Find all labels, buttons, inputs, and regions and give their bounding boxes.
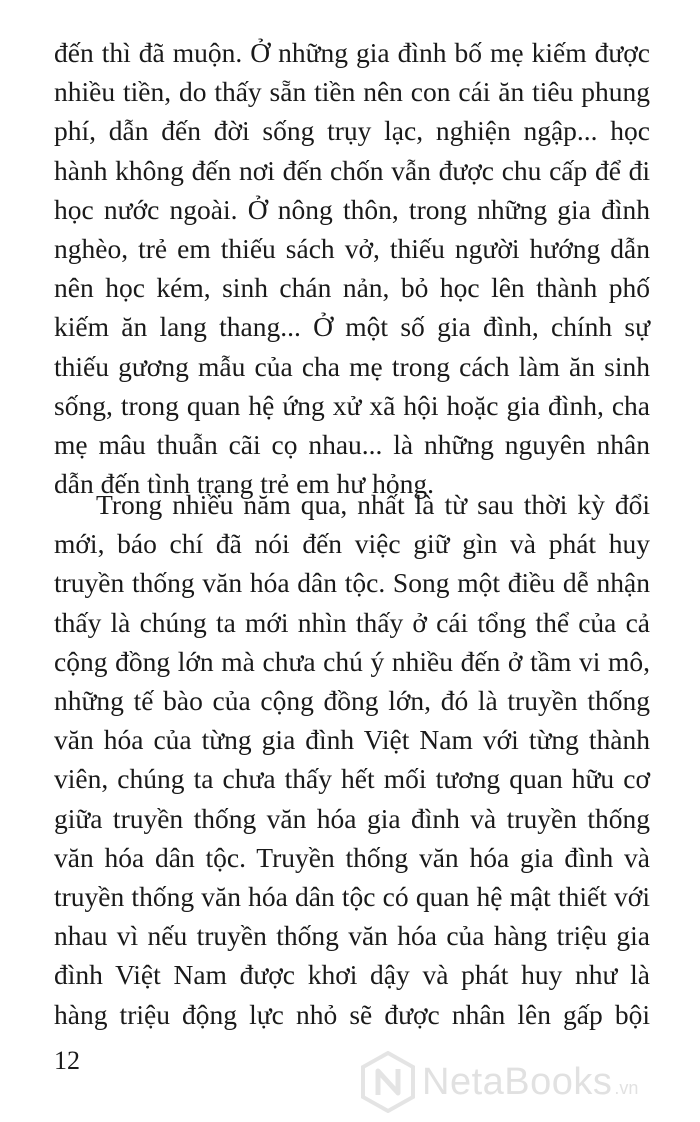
paragraph-1: đến thì đã muộn. Ở những gia đình bố mẹ kiếm được nhiều tiền, do thấy sẵn tiền nên con cái ăn tiêu phung phí, dẫn đến đời sống trụy lạc, nghiện ngập... học hành không đến nơi đến chốn vẫn được chu cấp để đi học nước ngoài. Ở nông thôn, trong những gia đình nghèo, trẻ em thiếu sách vở, thiếu người hướng dẫn nên học kém, sinh chán nản, bỏ học lên thành phố kiếm ăn lang thang... Ở một số gia đình, chính sự thiếu gương mẫu của cha mẹ trong cách làm ăn sinh sống, trong quan hệ ứng xử xã hội hoặc gia đình, cha mẹ mâu thuẫn cãi cọ nhau... là những nguyên nhân dẫn đến tình trạng trẻ em hư hỏng. [54, 37, 650, 500]
watermark [360, 1042, 638, 1122]
watermark-domain: .vn [614, 1077, 639, 1098]
page-number: 12 [54, 1046, 80, 1075]
watermark-brand: NetaBooks [422, 1060, 613, 1103]
netabooks-logo-icon [360, 1051, 416, 1113]
paragraph-2: Trong nhiều năm qua, nhất là từ sau thời kỳ đổi mới, báo chí đã nói đến việc giữ gìn và phát huy truyền thống văn hóa dân tộc. Song một điều dễ nhận thấy là chúng ta mới nhìn thấy ở cái tổng thể của cả cộng đồng lớn mà chưa chú ý nhiều đến ở tầm vi mô, những tế bào của cộng đồng lớn, đó là truyền thống văn hóa của từng gia đình Việt Nam với từng thành viên, chúng ta chưa thấy hết mối tương quan hữu cơ giữa truyền thống văn hóa gia đình và truyền thống văn hóa dân tộc. Truyền thống văn hóa gia đình và truyền thống văn hóa dân tộc có quan hệ mật thiết với nhau vì nếu truyền thống văn hóa của hàng triệu gia đình Việt Nam được khơi dậy và phát huy như là hàng triệu động lực nhỏ sẽ được nhân lên gấp bội [54, 489, 650, 1030]
